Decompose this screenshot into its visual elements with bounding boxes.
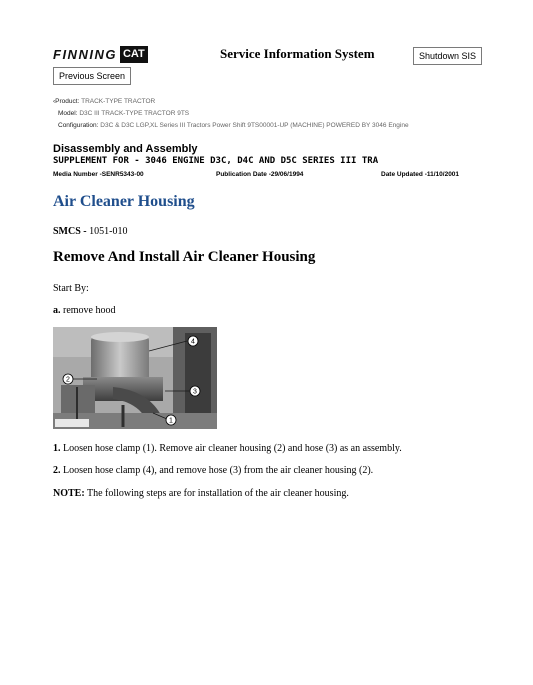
callout-3-text: 3 <box>193 388 197 396</box>
product-value: TRACK-TYPE TRACTOR <box>81 98 156 105</box>
note-label: NOTE: <box>53 488 85 499</box>
procedure-heading: Remove And Install Air Cleaner Housing <box>53 249 316 265</box>
publication-date: Publication Date -29/06/1994 <box>216 171 304 178</box>
note-text: The following steps are for installation of the air cleaner housing. <box>84 488 349 499</box>
engine-photo-graphic <box>53 327 217 429</box>
step-a-text: remove hood <box>60 305 116 316</box>
callout-1 <box>166 415 176 425</box>
model-line <box>58 110 189 117</box>
step-a-label: a. <box>53 305 61 316</box>
step-a <box>53 305 116 316</box>
model-value: D3C III TRACK-TYPE TRACTOR 9TS <box>79 110 190 117</box>
callout-4-text: 4 <box>191 338 195 346</box>
step-1 <box>53 443 402 454</box>
date-updated: Date Updated -11/10/2001 <box>381 171 460 178</box>
finning-logo <box>53 44 148 64</box>
callout-3 <box>190 386 200 396</box>
config-value: D3C & D3C LGP,XL Series III Tractors Power Shift 9TS00001-UP (MACHINE) POWERED BY 3046 Engine <box>100 122 409 129</box>
model-label: Model: <box>58 110 78 117</box>
section-title: Disassembly and Assembly <box>53 143 198 155</box>
cat-badge: CAT <box>120 46 148 63</box>
page-title: Service Information System <box>220 46 375 61</box>
supplement-title: SUPPLEMENT FOR - 3046 ENGINE D3C, D4C AND D5C SERIES III TRA <box>53 156 379 166</box>
configuration-line <box>58 122 409 129</box>
config-label: Configuration: <box>58 122 99 129</box>
logo-text: FINNING <box>53 46 117 62</box>
step-1-label: 1. <box>53 443 61 454</box>
step-2-label: 2. <box>53 465 61 476</box>
smcs-label: SMCS - <box>53 226 90 237</box>
callout-2-text: 2 <box>66 376 70 384</box>
shutdown-sis-button[interactable]: Shutdown SIS <box>413 47 482 65</box>
back-arrow-icon[interactable]: ‹ <box>53 98 56 105</box>
product-label: Product: <box>55 98 80 105</box>
install-note <box>53 488 349 499</box>
product-line <box>53 98 155 105</box>
callout-4 <box>188 336 198 346</box>
previous-screen-button[interactable]: Previous Screen <box>53 67 131 85</box>
smcs-value: 1051-010 <box>89 226 128 237</box>
air-cleaner-illustration <box>53 327 217 429</box>
media-number: Media Number -SENR5343-00 <box>53 171 144 178</box>
topic-heading: Air Cleaner Housing <box>53 193 195 210</box>
step-1-text: Loosen hose clamp (1). Remove air cleaner housing (2) and hose (3) as an assembly. <box>60 443 402 454</box>
step-2 <box>53 465 373 476</box>
step-2-text: Loosen hose clamp (4), and remove hose (3) from the air cleaner housing (2). <box>60 465 374 476</box>
callout-2 <box>63 374 73 384</box>
start-by: Start By: <box>53 283 89 294</box>
callout-1-text: 1 <box>169 417 173 425</box>
smcs-line <box>53 226 127 237</box>
